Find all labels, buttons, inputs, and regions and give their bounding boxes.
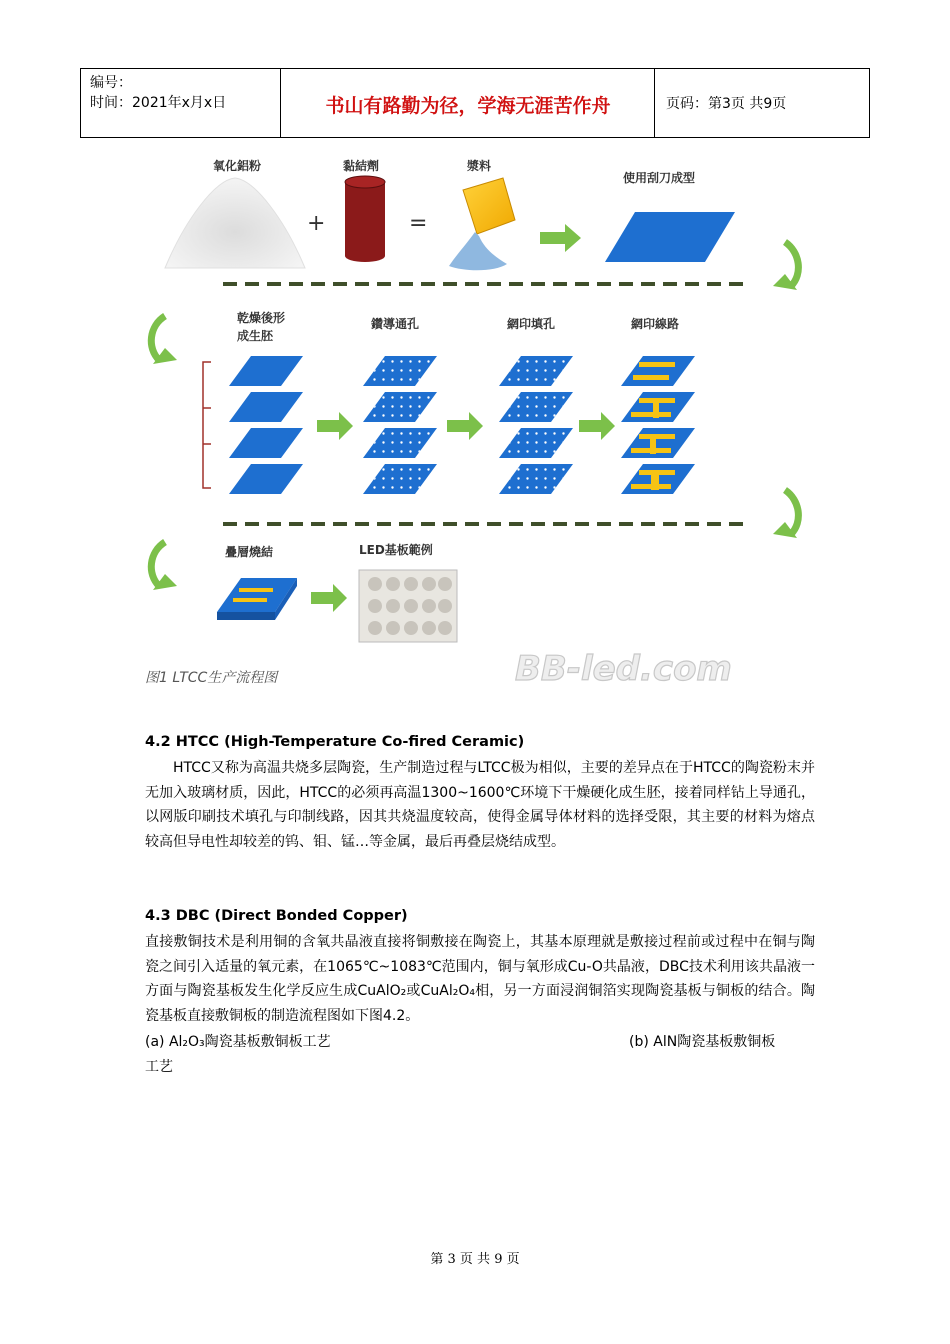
- equals-sign: =: [409, 211, 428, 236]
- label-dry-green: 乾燥後形: [237, 311, 286, 325]
- header-border-left: [80, 69, 81, 137]
- label-print-circuit: 網印線路: [631, 317, 680, 331]
- printed-circuit-stack: [621, 356, 695, 494]
- sintered-block: [217, 578, 297, 620]
- label-alumina-powder: 氧化鋁粉: [213, 159, 262, 173]
- label-print-fill: 網印填孔: [507, 317, 556, 331]
- green-tape-sheet: [605, 212, 735, 262]
- subfigure-caption-b-continued: 工艺: [145, 1059, 173, 1075]
- arrow-right-5: [311, 584, 347, 612]
- label-laminate-sinter: 疊層燒結: [225, 545, 274, 559]
- section-heading-dbc: 4.3 DBC (Direct Bonded Copper): [145, 908, 408, 924]
- figure-caption: 图1 LTCC生产流程图: [145, 670, 278, 686]
- arrow-right-3: [447, 412, 483, 440]
- page-header: [80, 68, 870, 138]
- header-border-right: [869, 69, 870, 137]
- drilled-sheet-stack: [363, 356, 437, 494]
- led-substrate-photo: [359, 570, 457, 642]
- page-footer: 第 3 页 共 9 页: [430, 1252, 520, 1267]
- label-drill-via: 鑽導通孔: [371, 317, 420, 331]
- label-binder: 黏結劑: [343, 159, 380, 173]
- label-slurry: 漿料: [467, 159, 492, 173]
- arrow-right-4: [579, 412, 615, 440]
- filled-sheet-stack: [499, 356, 573, 494]
- header-motto: 书山有路勤为径，学海无涯苦作舟: [325, 95, 611, 117]
- header-divider-2: [654, 69, 655, 137]
- plus-sign: +: [307, 211, 326, 236]
- document-time-label: 时间：2021年x月x日: [90, 95, 227, 111]
- subfigure-captions: [145, 1030, 815, 1055]
- arrow-right-2: [317, 412, 353, 440]
- section-heading-htcc: 4.2 HTCC (High-Temperature Co-fired Ceramic): [145, 734, 525, 750]
- slurry-bucket: [449, 178, 515, 270]
- section-body-dbc: 直接敷铜技术是利用铜的含氧共晶液直接将铜敷接在陶瓷上，其基本原理就是敷接过程前或过程中在铜与陶瓷之间引入适量的氧元素，在1065℃~1083℃范围内，铜与氧形成Cu-O共晶液，DBC技术利用该共晶液一方面与陶瓷基板发生化学反应生成CuAlO₂或CuAl₂O₄相，另一方面浸润铜箔实现陶瓷基板与铜板的结合。陶瓷基板直接敷铜板的制造流程图如下图4.2。: [145, 934, 815, 1024]
- binder-cylinder: [345, 176, 385, 262]
- subfigure-caption-a: (a) Al₂O₃陶瓷基板敷铜板工艺: [145, 1034, 331, 1050]
- layer-bracket: [203, 362, 211, 488]
- green-sheet-stack: [229, 356, 303, 494]
- document-number-label: 编号：: [90, 75, 132, 91]
- header-divider-1: [280, 69, 281, 137]
- arrow-right-1: [540, 224, 581, 252]
- section-body-htcc: HTCC又称为高温共烧多层陶瓷，生产制造过程与LTCC极为相似，主要的差异点在于HTCC的陶瓷粉末并无加入玻璃材质，因此，HTCC的必须再高温1300~1600℃环境下干燥硬化成生胚，接着同样钻上导通孔，以网版印刷技术填孔与印制线路，因其共烧温度较高，使得金属导体材料的选择受限，其主要的材料为熔点较高但导电性却较差的钨、钼、锰…等金属，最后再叠层烧结成型。: [145, 760, 815, 850]
- label-led-example: LED基板範例: [359, 543, 433, 557]
- watermark-logo: BB-led.com: [515, 649, 732, 689]
- label-doctor-blade: 使用刮刀成型: [623, 171, 696, 185]
- header-meta: [90, 73, 226, 113]
- alumina-powder-pile: [165, 178, 305, 268]
- ltcc-process-figure: [145, 150, 810, 698]
- header-page-label: 页码：第3页 共9页: [666, 96, 787, 112]
- label-dry-green-2: 成生胚: [237, 329, 274, 343]
- subfigure-caption-b: (b) AlN陶瓷基板敷铜板: [629, 1034, 776, 1050]
